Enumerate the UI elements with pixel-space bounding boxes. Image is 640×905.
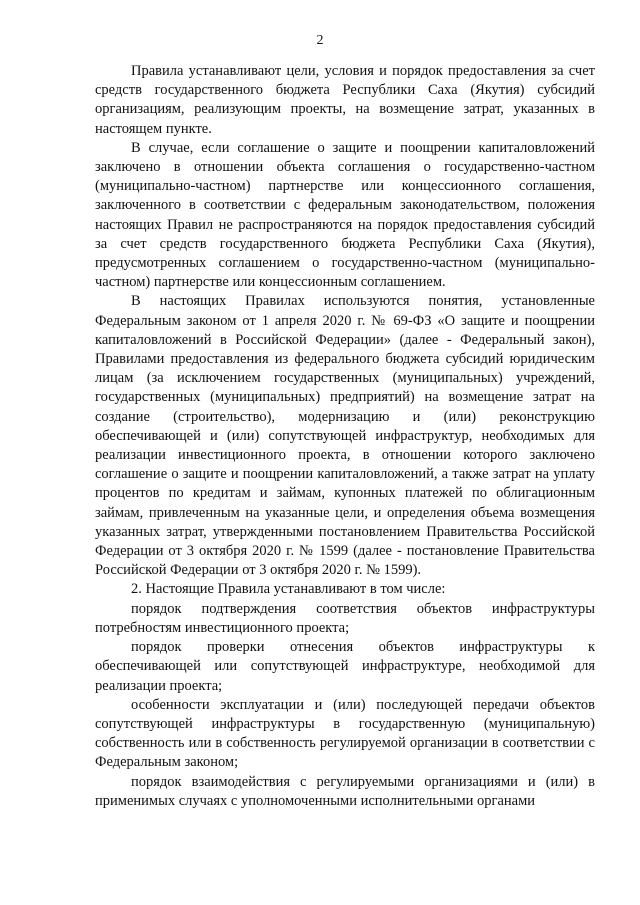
paragraph-item-verification: порядок проверки отнесения объектов инфраструктуры к обеспечивающей или сопутствующей инфраструктуре, необходимой для реализации проекта; <box>95 639 595 694</box>
paragraph-item-interaction: порядок взаимодействия с регулируемыми организациями и (или) в применимых случаях с уполномоченными исполнительными органами <box>95 773 595 809</box>
paragraph-rules-purpose: Правила устанавливают цели, условия и порядок предоставления за счет средств государственного бюджета Республики Саха (Якутия) субсидий организациям, реализующим проекты, на возмещение затрат, указанных в настоящем пункте. <box>95 63 595 137</box>
paragraph-item-confirmation: порядок подтверждения соответствия объектов инфраструктуры потребностям инвестиционного проекта; <box>95 600 595 636</box>
paragraph-section-2: 2. Настоящие Правила устанавливают в том числе: <box>131 581 446 598</box>
paragraph-ppp-exception: В случае, если соглашение о защите и поощрении капиталовложений заключено в отношении объекта соглашения о государственно-частном (муниципально-частном) партнерстве или концессионного соглашения, заключенного в соответствии с федеральным законодательством, положения настоящих Правил не распространяются на порядок предоставления субсидий за счет средств государственного бюджета Республики Саха (Якутия), предусмотренных соглашением о государственно-частном (муниципально-частном) партнерстве или концессионным соглашением. <box>95 139 595 291</box>
paragraph-definitions: В настоящих Правилах используются понятия, установленные Федеральным законом от 1 апреля 2020 г. № 69-ФЗ «О защите и поощрении капиталовложений в Российской Федерации» (далее - Федеральный закон), Правилами предоставления из федерального бюджета субсидий юридическим лицам (за исключением государственных (муниципальных) учреждений, государственных (муниципальных) предприятий) на возмещение затрат на создание (строительство), модернизацию и (или) реконструкцию обеспечивающей и (или) сопутствующей инфраструктур, необходимых для реализации инвестиционного проекта, в отношении которого заключено соглашение о защите и поощрении капиталовложений, а также затрат на уплату процентов по кредитам и займам, купонных платежей по облигационным займам, привлеченным на указанные цели, и определения объема возмещения указанных затрат, утвержденными постановлением Правительства Российской Федерации от 3 октября 2020 г. № 1599 (далее - постановление Правительства Российской Федерации от 3 октября 2020 г. № 1599). <box>95 293 595 579</box>
paragraph-item-operation: особенности эксплуатации и (или) последующей передачи объектов сопутствующей инфраструктуры в государственную (муниципальную) собственность или в собственность регулируемой организации в соответствии с Федеральным законом; <box>95 696 595 771</box>
page-number: 2 <box>316 33 324 48</box>
document-body <box>95 62 595 811</box>
